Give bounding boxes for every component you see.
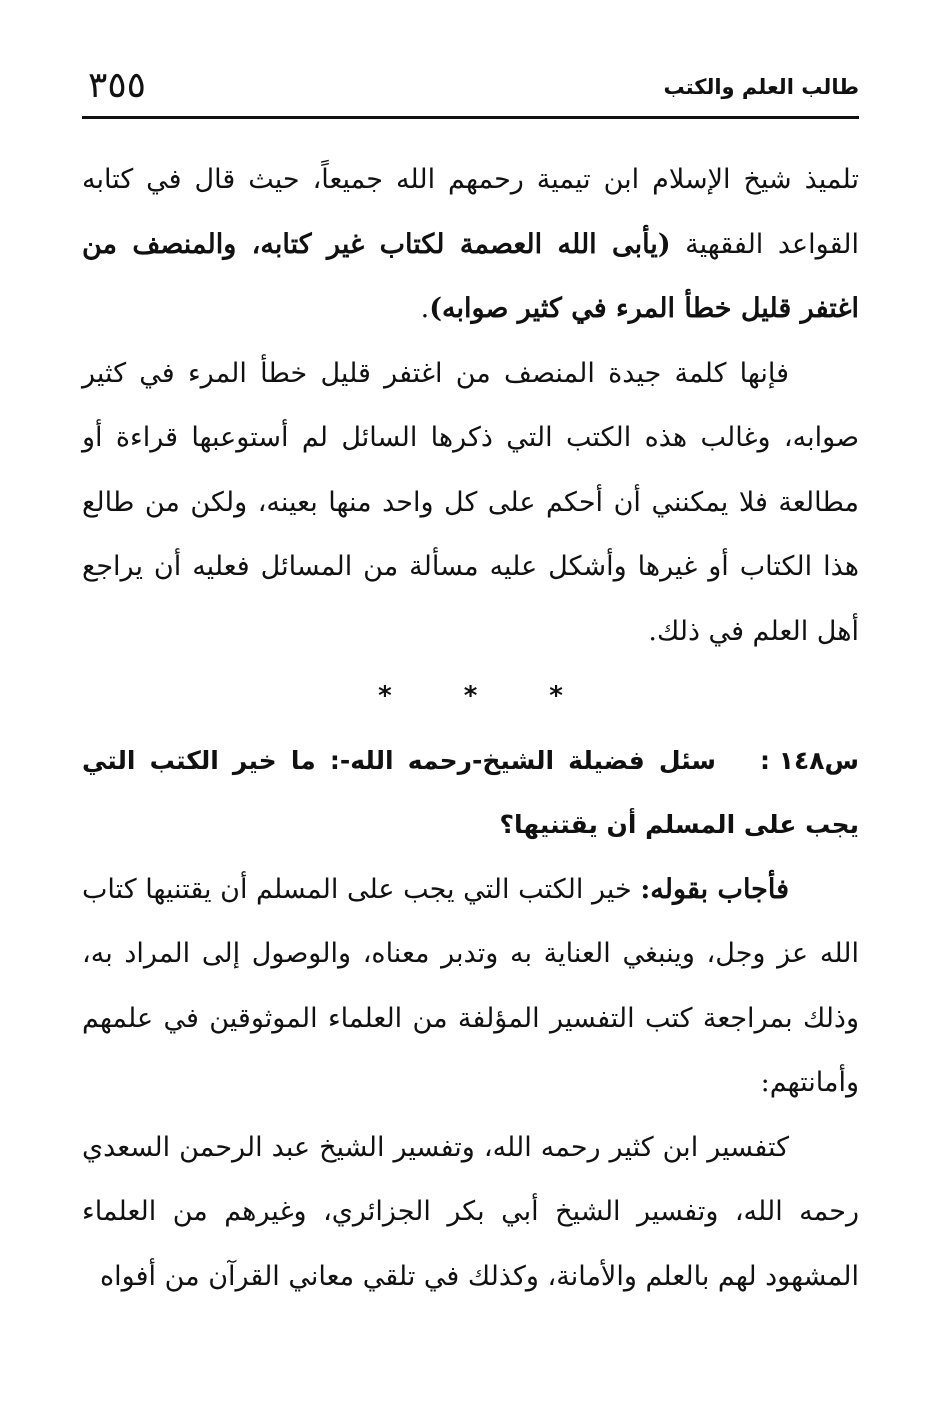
paragraph-answer (82, 858, 859, 1116)
section-separator (82, 664, 859, 729)
answer-text: خير الكتب التي يجب على المسلم أن يقتنيها كتاب الله عز وجل، وينبغي العناية به وتدبر معناه، والوصول إلى المراد به، وذلك بمراجعة كتب التفسير المؤلفة من العلماء الموثوقين في علمهم وأمانتهم: (82, 873, 859, 1098)
paragraph-tafsir-list: كتفسير ابن كثير رحمه الله، وتفسير الشيخ عبد الرحمن السعدي رحمه الله، وتفسير الشيخ أبي بكر الجزائري، وغيرهم من العلماء المشهود لهم بالعلم والأمانة، وكذلك في تلقي معاني القرآن من أفواه (82, 1131, 859, 1292)
page-number: ٣٥٥ (88, 65, 147, 106)
answer-lead: فأجاب بقوله: (640, 873, 789, 905)
asterisk-icon: * (463, 681, 478, 711)
bold-quote: (يأبى الله العصمة لكتاب غير كتابه، والمنصف من اغتفر قليل خطأ المرء في كثير صوابه) (82, 228, 859, 324)
running-title: طالب العلم والكتب (663, 75, 859, 99)
question-text: سئل فضيلة الشيخ-رحمه الله-: ما خير الكتب التي يجب على المسلم أن يقتنيها؟ (82, 745, 859, 839)
paragraph-citation (82, 148, 859, 342)
paragraph-text: . (420, 293, 430, 324)
page-body (82, 148, 859, 1309)
header-divider (82, 116, 859, 119)
paragraph-commentary: فإنها كلمة جيدة المنصف من اغتفر قليل خطأ المرء في كثير صوابه، وغالب هذه الكتب التي ذكرها السائل لم أستوعبها قراءة أو مطالعة فلا يمكنني أن أحكم على كل واحد منها بعينه، ولكن من طالع هذا الكتاب أو غيرها وأشكل عليه مسألة من المسائل فعليه أن يراجع أهل العلم في ذلك. (82, 357, 859, 647)
page-header (82, 62, 859, 114)
asterisk-icon: * (549, 681, 563, 711)
question-heading (82, 729, 859, 858)
question-number: س١٤٨ : (760, 745, 859, 775)
asterisk-icon: * (378, 681, 392, 711)
paragraph-text: تلميذ شيخ الإسلام ابن تيمية رحمهم الله جميعاً، حيث قال في كتابه القواعد الفقهية (82, 164, 859, 260)
